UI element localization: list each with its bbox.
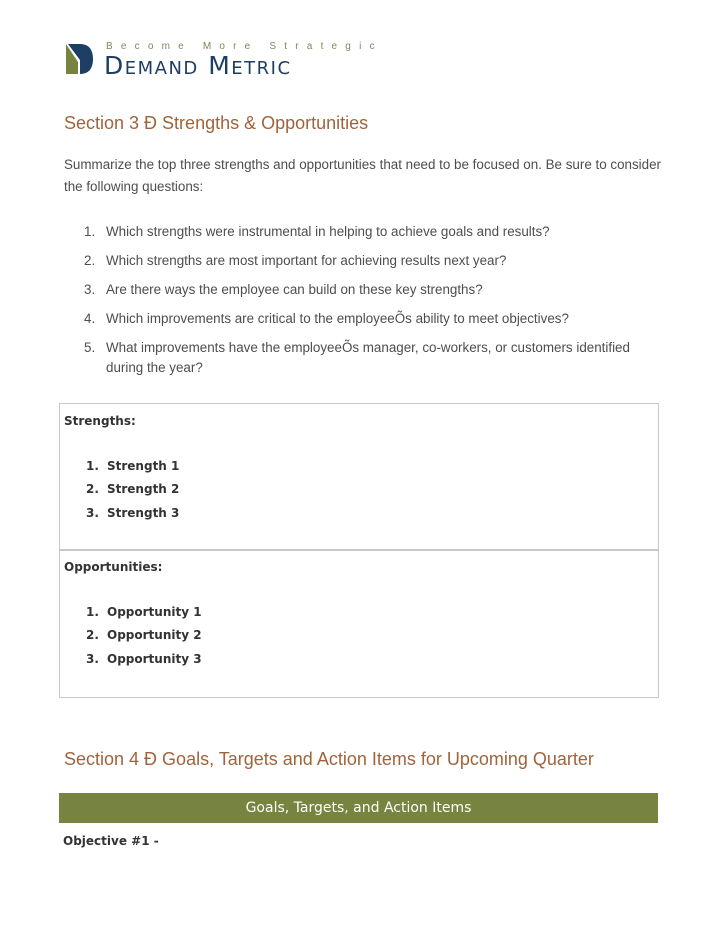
opportunity-item-text: Opportunity 2 xyxy=(107,628,202,643)
list-number: 2. xyxy=(84,253,96,268)
list-item xyxy=(86,652,202,675)
opportunity-item-text: Opportunity 1 xyxy=(107,605,202,619)
section-3-title: Section 3 Ð Strengths & Opportunities xyxy=(64,113,369,133)
list-number: 1. xyxy=(86,605,99,619)
question-text: What improvements have the employeeÕs manager, co-workers, or customers identified during the year? xyxy=(106,340,630,375)
question-item xyxy=(84,251,664,271)
list-item xyxy=(86,459,179,482)
demand-metric-logo xyxy=(64,40,383,80)
strength-item-text: Strength 3 xyxy=(107,505,180,520)
question-item xyxy=(84,222,664,242)
opportunities-list xyxy=(86,605,202,675)
list-number: 1. xyxy=(84,224,96,239)
list-number: 3. xyxy=(86,505,99,520)
logo-mark-icon xyxy=(64,42,94,76)
question-text: Which strengths are most important for achieving results next year? xyxy=(106,253,507,268)
opportunities-label: Opportunities: xyxy=(64,560,163,574)
list-number: 5. xyxy=(84,340,96,355)
objective-label: Objective #1 - xyxy=(63,834,159,848)
list-number: 2. xyxy=(86,628,99,643)
questions-list xyxy=(84,222,664,387)
strengths-box[interactable] xyxy=(59,403,659,551)
opportunities-box[interactable] xyxy=(59,549,659,698)
list-number: 3. xyxy=(86,651,99,666)
list-item xyxy=(86,628,202,651)
strengths-list xyxy=(86,459,179,529)
strength-item-text: Strength 2 xyxy=(107,482,180,497)
table-header: Goals, Targets, and Action Items xyxy=(59,793,658,823)
list-number: 2. xyxy=(86,482,99,497)
question-text: Which strengths were instrumental in helping to achieve goals and results? xyxy=(106,224,550,239)
list-item xyxy=(86,506,179,529)
list-number: 3. xyxy=(84,282,96,297)
question-item xyxy=(84,280,664,300)
question-item xyxy=(84,338,664,378)
list-number: 4. xyxy=(84,311,96,326)
strengths-label: Strengths: xyxy=(64,414,136,428)
logo-brand-name: Demand Metric xyxy=(104,51,292,80)
list-item xyxy=(86,605,202,628)
logo-tagline: Become More Strategic xyxy=(106,41,383,52)
list-item xyxy=(86,482,179,505)
section-4-title: Section 4 Ð Goals, Targets and Action Items for Upcoming Quarter xyxy=(64,749,594,769)
question-text: Which improvements are critical to the employeeÕs ability to meet objectives? xyxy=(106,311,569,326)
opportunity-item-text: Opportunity 3 xyxy=(107,651,202,666)
strength-item-text: Strength 1 xyxy=(107,459,180,473)
question-text: Are there ways the employee can build on these key strengths? xyxy=(106,282,483,297)
list-number: 1. xyxy=(86,459,99,473)
section-3-intro: Summarize the top three strengths and opportunities that need to be focused on. Be sure to consider the following questions: xyxy=(64,157,661,194)
question-item xyxy=(84,309,664,329)
